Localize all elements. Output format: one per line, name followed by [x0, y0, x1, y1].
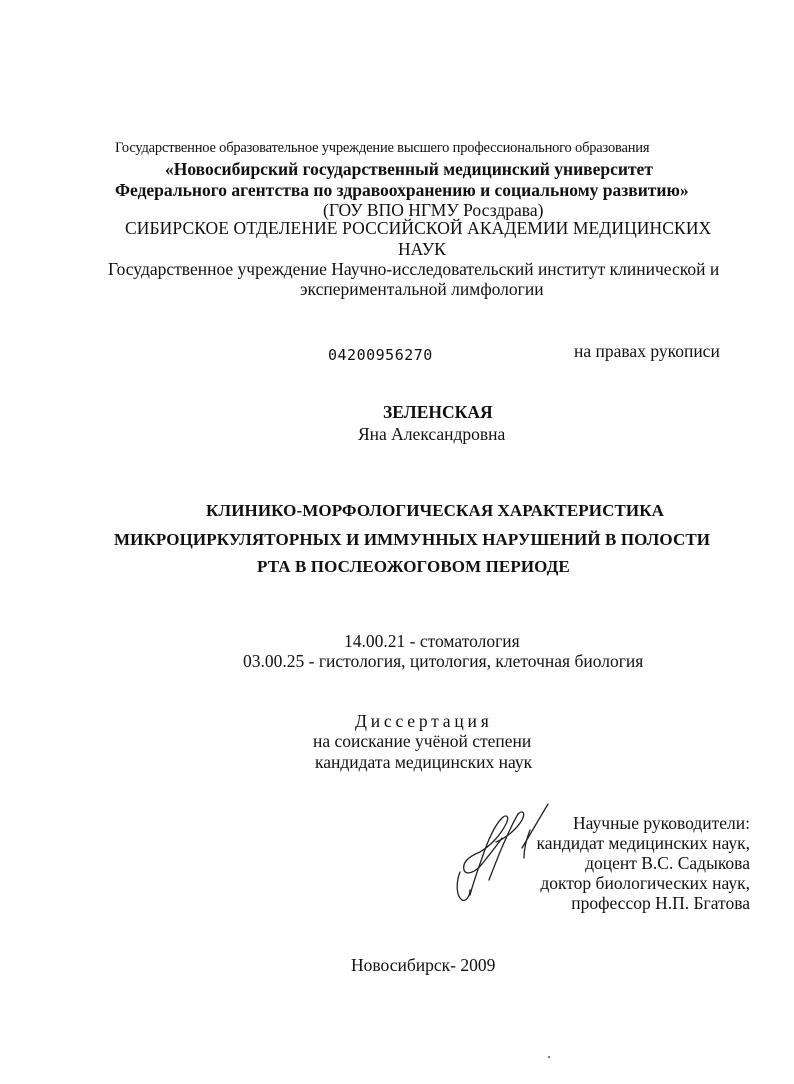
- specialty-code-1: 14.00.21 - стоматология: [344, 631, 520, 651]
- manuscript-rights: на правах рукописи: [574, 341, 720, 361]
- degree-line1: на соискание учёной степени: [313, 731, 532, 751]
- university-abbreviation: (ГОУ ВПО НГМУ Росздрава): [323, 200, 544, 220]
- institute-name-line2: экспериментальной лимфологии: [300, 279, 544, 299]
- thesis-title-line3: РТА В ПОСЛЕОЖОГОВОМ ПЕРИОДЕ: [257, 557, 570, 576]
- thesis-title-line2: МИКРОЦИРКУЛЯТОРНЫХ И ИММУННЫХ НАРУШЕНИЙ В ПОЛОСТИ: [114, 530, 711, 549]
- handwritten-signature: [440, 800, 570, 910]
- university-name-line2: Федерального агентства по здравоохранению и социальному развитию»: [115, 180, 689, 200]
- supervisor-line: доктор биологических наук,: [540, 873, 750, 893]
- academy-branch-line2: НАУК: [398, 239, 446, 259]
- supervisor-line: профессор Н.П. Бгатова: [571, 893, 750, 913]
- supervisor-line: кандидат медицинских наук,: [536, 833, 750, 853]
- author-surname: ЗЕЛЕНСКАЯ: [383, 402, 493, 422]
- document-type: Диссертация: [355, 711, 493, 731]
- author-given-names: Яна Александровна: [358, 424, 506, 444]
- supervisor-line: доцент В.С. Садыкова: [585, 853, 750, 873]
- degree-line2: кандидата медицинских наук: [315, 752, 533, 772]
- org-full-name: Государственное образовательное учреждение высшего профессионального образования: [115, 140, 650, 156]
- thesis-title-line1: КЛИНИКО-МОРФОЛОГИЧЕСКАЯ ХАРАКТЕРИСТИКА: [206, 501, 665, 520]
- academy-branch-line1: СИБИРСКОЕ ОТДЕЛЕНИЕ РОССИЙСКОЙ АКАДЕМИИ МЕДИЦИНСКИХ: [125, 218, 712, 238]
- supervisors-heading: Научные руководители:: [573, 813, 750, 833]
- university-name-line1: «Новосибирский государственный медицинский университет: [165, 159, 653, 179]
- record-code: 04200956270: [328, 346, 433, 364]
- institute-name-line1: Государственное учреждение Научно-исследовательский институт клинической и: [108, 259, 720, 279]
- scan-speck: [548, 1056, 550, 1058]
- specialty-code-2: 03.00.25 - гистология, цитология, клеточная биология: [243, 651, 644, 671]
- city-year: Новосибирск- 2009: [351, 955, 496, 975]
